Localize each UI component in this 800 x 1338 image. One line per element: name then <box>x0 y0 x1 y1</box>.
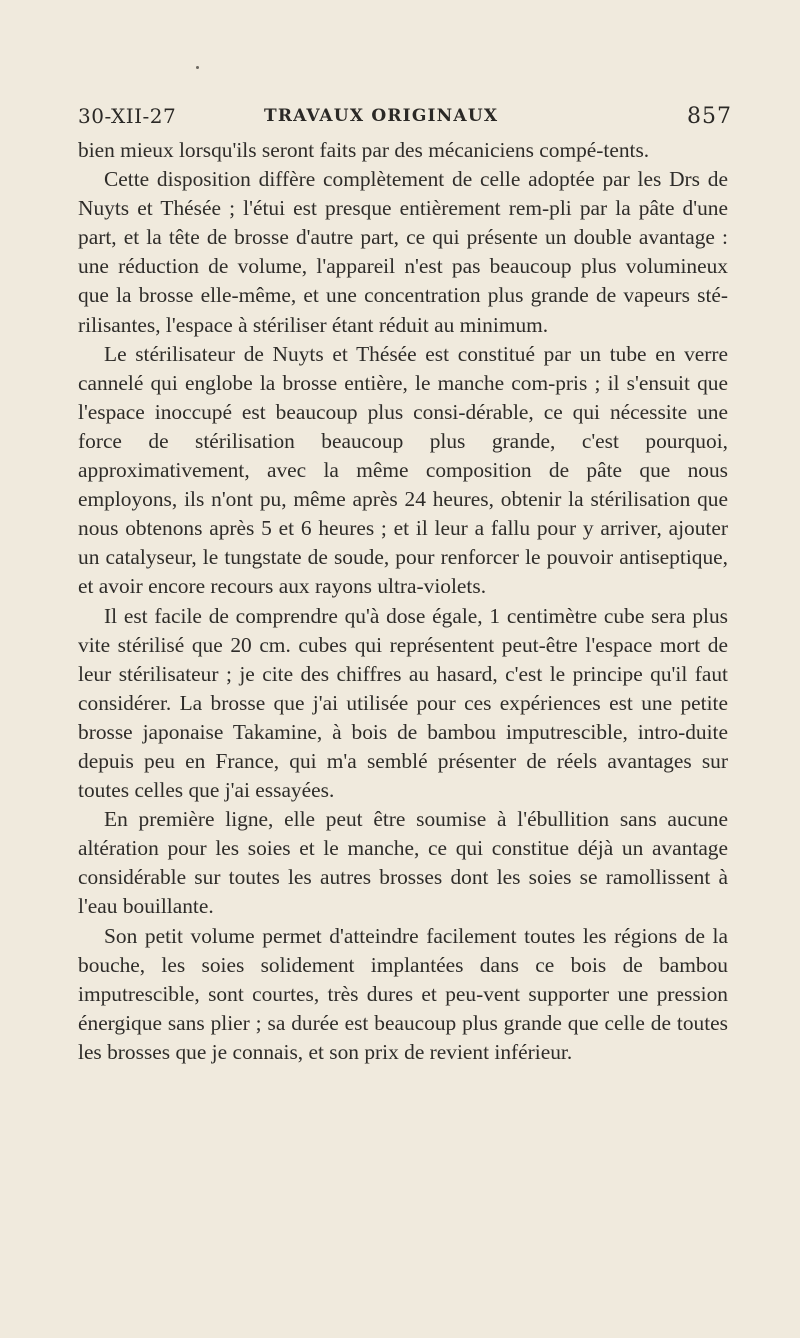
body-text <box>78 136 728 1067</box>
paragraph-6: Son petit volume permet d'atteindre facilement toutes les régions de la bouche, les soies solidement implantées dans ce bois de bambou imputrescible, sont courtes, très dures et peu-vent supporter une pression énergique sans plier ; sa durée est beaucoup plus grande que celle de toutes les brosses que je connais, et son prix de revient inférieur. <box>78 923 728 1064</box>
header-date: 30-XII-27 <box>78 104 177 128</box>
paragraph-4: Il est facile de comprendre qu'à dose égale, 1 centimètre cube sera plus vite stérilisé que 20 cm. cubes qui représentent peut-être l'espace mort de leur stérilisateur ; je cite des chiffres au hasard, c'est le principe qu'il faut considérer. La brosse que j'ai utilisée pour ces expériences est une petite brosse japonaise Takamine, à bois de bambou imputrescible, intro-duite depuis peu en France, qui m'a semblé présenter de réels avantages sur toutes celles que j'ai essayées. <box>78 603 728 803</box>
header-section-title: TRAVAUX ORIGINAUX <box>264 106 499 126</box>
paragraph-1: bien mieux lorsqu'ils seront faits par des mécaniciens compé-tents. <box>78 138 650 162</box>
page-number: 857 <box>687 104 732 129</box>
print-speck <box>196 66 199 69</box>
paragraph-3: Le stérilisateur de Nuyts et Thésée est constitué par un tube en verre cannelé qui englobe la brosse entière, le manche com-pris ; il s'ensuit que l'espace inoccupé est beaucoup plus consi-dérable, ce qui nécessite une force de stérilisation beaucoup plus grande, c'est pourquoi, approximativement, avec la même composition de pâte que nous employons, ils n'ont pu, même après 24 heures, obtenir la stérilisation que nous obtenons après 5 et 6 heures ; et il leur a fallu pour y arriver, ajouter un catalyseur, le tungstate de soude, pour renforcer le pouvoir antiseptique, et avoir encore recours aux rayons ultra-violets. <box>78 341 728 599</box>
running-header <box>78 104 732 134</box>
paragraph-5: En première ligne, elle peut être soumise à l'ébullition sans aucune altération pour les soies et le manche, ce qui constitue déjà un avantage considérable sur toutes les autres brosses dont les soies se ramollissent à l'eau bouillante. <box>78 807 728 919</box>
paragraph-2: Cette disposition diffère complètement de celle adoptée par les Drs de Nuyts et Thésée ; l'étui est presque entièrement rem-pli par la pâte d'une part, et la tête de brosse d'autre part, ce qui présente un double avantage : une réduction de volume, l'appareil n'est pas beaucoup plus volumineux que la brosse elle-même, et une concentration plus grande de vapeurs sté-rilisantes, l'espace à stériliser étant réduit au minimum. <box>78 167 728 337</box>
